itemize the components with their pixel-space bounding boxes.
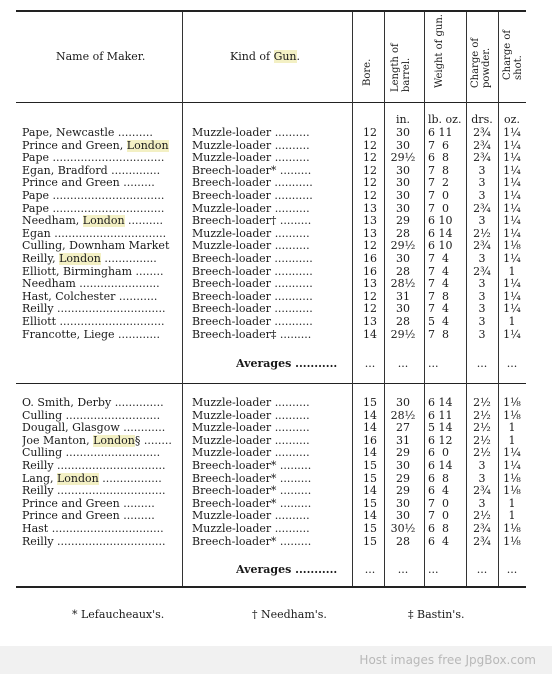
maker-text: Lang,: [22, 472, 57, 485]
cell-powder: 3: [478, 190, 486, 202]
cell-kind: Muzzle-loader ..........: [192, 152, 310, 165]
cell-bore: 14: [363, 409, 377, 422]
cell-bore: 12: [363, 303, 377, 316]
cell-length: 28: [396, 265, 410, 278]
cell-kind: Breech-loader* .........: [192, 472, 312, 485]
cell-length: 27: [396, 422, 410, 435]
cell-weight: 7 8: [428, 164, 449, 177]
cell-powder: 3: [478, 497, 486, 510]
cell-shot: 1¼: [503, 152, 521, 165]
cell-bore: 14: [363, 328, 377, 341]
cell-length: 31: [396, 290, 410, 303]
averages-label: Averages ...........: [236, 564, 338, 576]
cell-bore: 12: [363, 290, 377, 303]
cell-shot: 1¼: [503, 278, 521, 291]
cell-maker: Culling, Downham Market: [22, 240, 170, 253]
cell-bore: 12: [363, 164, 377, 177]
cell-weight: 6 8: [428, 472, 449, 485]
cell-bore: 15: [363, 460, 377, 472]
cell-maker: [22, 253, 182, 266]
unit-powder: drs.: [471, 114, 493, 126]
cell-kind: Breech-loader* .........: [192, 485, 312, 498]
table-row: [0, 291, 552, 304]
header-length: Length of barrel.: [390, 43, 412, 92]
cell-bore: 16: [363, 434, 377, 447]
header-kind: [230, 50, 300, 63]
cell-length: 30: [396, 139, 410, 152]
table-row: [0, 485, 552, 498]
cell-weight: 6 14: [428, 227, 453, 240]
cell-length: 30: [396, 202, 410, 215]
avg-dots: ...: [397, 564, 409, 576]
cell-maker: Pape ................................: [22, 190, 165, 202]
cell-length: 30: [396, 510, 410, 523]
cell-bore: 13: [363, 215, 377, 228]
avg-dots: ...: [506, 358, 518, 370]
avg-dots: ...: [397, 358, 409, 370]
cell-bore: 12: [363, 152, 377, 165]
cell-shot: 1⅛: [503, 523, 521, 535]
cell-maker: O. Smith, Derby ..............: [22, 397, 164, 409]
header-kind-prefix: Kind of: [230, 50, 274, 63]
footnote-lefaucheaux: * Lefaucheaux's.: [72, 608, 165, 621]
cell-kind: Muzzle-loader ..........: [192, 447, 310, 460]
cell-powder: 3: [478, 472, 486, 485]
table-row: [0, 473, 552, 486]
cell-powder: 3: [478, 328, 486, 341]
cell-powder: 3: [478, 215, 486, 228]
cell-bore: 13: [363, 227, 377, 240]
cell-kind: Breech-loader* .........: [192, 460, 312, 472]
cell-powder: 2¾: [473, 127, 491, 139]
cell-bore: 12: [363, 240, 377, 253]
cell-weight: 6 14: [428, 460, 453, 472]
cell-weight: 6 10: [428, 215, 453, 228]
maker-suffix: § ........: [134, 434, 172, 447]
cell-weight: 7 2: [428, 177, 449, 190]
avg-dots: ...: [506, 564, 518, 576]
maker-suffix: ..........: [124, 215, 163, 228]
cell-weight: 6 8: [428, 152, 449, 165]
maker-text: Reilly,: [22, 253, 60, 265]
cell-bore: 12: [363, 177, 377, 190]
cell-weight: 7 0: [428, 497, 449, 510]
table-row: [0, 422, 552, 435]
cell-kind: Breech-loader* .........: [192, 164, 312, 177]
cell-length: 29½: [390, 328, 416, 341]
cell-shot: 1¼: [503, 447, 521, 460]
cell-maker: Hast ................................: [22, 523, 164, 535]
cell-shot: 1: [508, 422, 516, 435]
cell-maker: Prince and Green .........: [22, 497, 155, 510]
maker-highlight: London: [126, 139, 169, 152]
header-kind-suffix: .: [296, 50, 301, 63]
cell-maker: Culling ...........................: [22, 409, 161, 422]
cell-kind: Muzzle-loader ..........: [192, 202, 310, 215]
cell-length: 30: [396, 190, 410, 202]
table-row: [0, 140, 552, 153]
cell-bore: 13: [363, 202, 377, 215]
cell-bore: 13: [363, 316, 377, 328]
cell-weight: 5 4: [428, 316, 449, 328]
header-maker: Name of Maker.: [56, 50, 146, 63]
cell-maker: Elliott, Birmingham ........: [22, 265, 164, 278]
cell-maker: Needham .......................: [22, 278, 160, 291]
cell-shot: 1: [508, 265, 516, 278]
cell-bore: 14: [363, 447, 377, 460]
header-shot: Charge of shot.: [502, 29, 524, 80]
cell-shot: 1⅛: [503, 485, 521, 498]
cell-kind: Muzzle-loader ..........: [192, 523, 310, 535]
cell-bore: 15: [363, 397, 377, 409]
cell-powder: 3: [478, 278, 486, 291]
cell-powder: 3: [478, 316, 486, 328]
cell-kind: Muzzle-loader ..........: [192, 227, 310, 240]
table-row: [0, 190, 552, 203]
cell-maker: Francotte, Liege ............: [22, 328, 160, 341]
cell-maker: Culling ...........................: [22, 447, 161, 460]
cell-powder: 3: [478, 290, 486, 303]
cell-kind: Breech-loader ...........: [192, 290, 313, 303]
cell-shot: 1: [508, 497, 516, 510]
cell-maker: [22, 435, 182, 448]
cell-shot: 1¼: [503, 127, 521, 139]
cell-powder: 2½: [473, 510, 491, 523]
cell-length: 29: [396, 447, 410, 460]
cell-bore: 15: [363, 472, 377, 485]
table-row: [0, 278, 552, 291]
unit-weight: lb. oz.: [428, 114, 462, 126]
cell-weight: 7 8: [428, 290, 449, 303]
cell-shot: 1⅛: [503, 472, 521, 485]
cell-powder: 3: [478, 303, 486, 316]
table-row: [0, 127, 552, 140]
cell-shot: 1⅛: [503, 240, 521, 253]
units-row: [0, 114, 552, 127]
cell-weight: 5 14: [428, 422, 453, 435]
cell-shot: 1⅛: [503, 397, 521, 409]
cell-powder: 3: [478, 253, 486, 265]
cell-length: 28½: [390, 278, 416, 291]
maker-highlight: London: [59, 253, 101, 265]
header-kind-highlight: Gun: [273, 50, 297, 63]
table-row: [0, 523, 552, 536]
cell-maker: [22, 215, 182, 228]
cell-length: 29: [396, 472, 410, 485]
cell-kind: Muzzle-loader ..........: [192, 127, 310, 139]
cell-bore: 14: [363, 510, 377, 523]
cell-powder: 2¾: [473, 535, 491, 548]
avg-dots: ...: [428, 358, 439, 370]
cell-weight: 7 8: [428, 328, 449, 341]
cell-shot: 1: [508, 510, 516, 523]
table-row: [0, 152, 552, 165]
cell-maker: Reilly ...............................: [22, 485, 166, 498]
cell-bore: 16: [363, 265, 377, 278]
cell-shot: 1¼: [503, 303, 521, 316]
cell-bore: 16: [363, 253, 377, 265]
cell-length: 30: [396, 253, 410, 265]
cell-bore: 12: [363, 190, 377, 202]
unit-length: in.: [395, 114, 411, 126]
cell-powder: 2½: [473, 447, 491, 460]
cell-maker: Egan, Bradford ..............: [22, 164, 161, 177]
table-row: [0, 266, 552, 279]
table-row: [0, 447, 552, 460]
cell-kind: Breech-loader* .........: [192, 497, 312, 510]
cell-powder: 3: [478, 460, 486, 472]
header-weight: Weight of gun.: [434, 14, 445, 88]
cell-kind: Breech-loader‡ .........: [192, 328, 312, 341]
cell-kind: Muzzle-loader ..........: [192, 434, 310, 447]
cell-powder: 2¾: [473, 139, 491, 152]
cell-weight: 7 4: [428, 265, 449, 278]
maker-text: Joe Manton,: [22, 434, 94, 447]
cell-shot: 1¼: [503, 290, 521, 303]
cell-length: 30: [396, 127, 410, 139]
cell-shot: 1¼: [503, 190, 521, 202]
table-row: [0, 410, 552, 423]
cell-shot: 1¼: [503, 460, 521, 472]
cell-shot: 1¼: [503, 253, 521, 265]
table-row: [0, 460, 552, 473]
cell-kind: Breech-loader ...........: [192, 265, 313, 278]
cell-weight: 7 4: [428, 303, 449, 316]
cell-weight: 7 0: [428, 190, 449, 202]
cell-shot: 1¼: [503, 164, 521, 177]
cell-powder: 2¾: [473, 202, 491, 215]
cell-powder: 2¾: [473, 265, 491, 278]
cell-powder: 2¾: [473, 152, 491, 165]
avg-dots: ...: [428, 564, 439, 576]
cell-bore: 15: [363, 523, 377, 535]
maker-suffix: .................: [98, 472, 162, 485]
avg-dots: ...: [476, 358, 488, 370]
footnote-needham: † Needham's.: [252, 608, 327, 621]
cell-weight: 7 4: [428, 278, 449, 291]
maker-text: Prince and Green,: [22, 139, 127, 152]
cell-length: 28: [396, 227, 410, 240]
cell-bore: 14: [363, 485, 377, 498]
cell-kind: Breech-loader ...........: [192, 316, 313, 328]
maker-text: Needham,: [22, 215, 83, 228]
table-row: [0, 177, 552, 190]
cell-length: 29½: [390, 240, 416, 253]
table-row: [0, 510, 552, 523]
header-rule: [16, 102, 526, 103]
cell-powder: 2½: [473, 409, 491, 422]
avg-dots: ...: [476, 564, 488, 576]
cell-weight: 7 6: [428, 139, 449, 152]
cell-kind: Breech-loader ...........: [192, 278, 313, 291]
cell-maker: Dougall, Glasgow ............: [22, 422, 166, 435]
cell-length: 30: [396, 497, 410, 510]
table-row: [0, 536, 552, 549]
unit-shot: oz.: [504, 114, 520, 126]
cell-shot: 1¼: [503, 202, 521, 215]
cell-bore: 12: [363, 127, 377, 139]
cell-powder: 2½: [473, 227, 491, 240]
cell-powder: 2½: [473, 397, 491, 409]
cell-length: 30: [396, 303, 410, 316]
cell-shot: 1¼: [503, 328, 521, 341]
table-row: [0, 165, 552, 178]
cell-maker: Hast, Colchester ...........: [22, 290, 158, 303]
group-separator-rule: [16, 383, 526, 384]
cell-length: 28½: [390, 409, 416, 422]
table-row: [0, 228, 552, 241]
cell-maker: Reilly ...............................: [22, 303, 166, 316]
watermark-text: Host images free JpgBox.com: [359, 653, 536, 667]
cell-maker: [22, 140, 182, 153]
header-bore: Bore.: [362, 58, 373, 86]
cell-maker: Pape, Newcastle ..........: [22, 127, 153, 139]
maker-highlight: London: [93, 434, 135, 447]
cell-bore: 12: [363, 139, 377, 152]
cell-bore: 15: [363, 497, 377, 510]
cell-powder: 2¾: [473, 240, 491, 253]
table-row: [0, 303, 552, 316]
cell-length: 31: [396, 434, 410, 447]
averages-row-2: [0, 564, 552, 577]
table-row: [0, 253, 552, 266]
cell-maker: Reilly ...............................: [22, 460, 166, 472]
cell-kind: Muzzle-loader ..........: [192, 397, 310, 409]
top-rule: [16, 10, 526, 12]
cell-kind: Breech-loader* .........: [192, 535, 312, 548]
cell-length: 28: [396, 535, 410, 548]
cell-bore: 15: [363, 535, 377, 548]
cell-shot: 1: [508, 434, 516, 447]
averages-row-1: [0, 358, 552, 371]
cell-powder: 2½: [473, 422, 491, 435]
cell-weight: 6 10: [428, 240, 453, 253]
cell-maker: [22, 473, 182, 486]
table-row: [0, 435, 552, 448]
table-row: [0, 215, 552, 228]
cell-kind: Muzzle-loader ..........: [192, 422, 310, 435]
cell-length: 30: [396, 164, 410, 177]
cell-weight: 6 4: [428, 485, 449, 498]
cell-weight: 6 8: [428, 523, 449, 535]
cell-kind: Breech-loader ...........: [192, 177, 313, 190]
cell-length: 30: [396, 460, 410, 472]
cell-length: 30: [396, 177, 410, 190]
cell-kind: Muzzle-loader ..........: [192, 240, 310, 253]
cell-kind: Muzzle-loader ..........: [192, 409, 310, 422]
cell-weight: 7 0: [428, 202, 449, 215]
table-row: [0, 316, 552, 329]
cell-shot: 1¼: [503, 227, 521, 240]
cell-kind: Muzzle-loader ..........: [192, 139, 310, 152]
table-row: [0, 240, 552, 253]
cell-shot: 1⅛: [503, 535, 521, 548]
cell-kind: Breech-loader ...........: [192, 303, 313, 316]
bottom-rule: [16, 586, 526, 588]
watermark-bar: [0, 646, 552, 674]
cell-weight: 6 11: [428, 409, 453, 422]
cell-weight: 7 0: [428, 510, 449, 523]
cell-kind: Muzzle-loader ..........: [192, 510, 310, 523]
maker-highlight: London: [82, 215, 125, 228]
cell-shot: 1¼: [503, 215, 521, 228]
header-powder: Charge of powder.: [470, 37, 492, 88]
cell-weight: 6 12: [428, 434, 453, 447]
footnote-bastin: ‡ Bastin's.: [408, 608, 465, 621]
table-row: [0, 203, 552, 216]
table-row: [0, 397, 552, 410]
cell-powder: 2¾: [473, 485, 491, 498]
cell-maker: Prince and Green .........: [22, 177, 155, 190]
cell-powder: 3: [478, 177, 486, 190]
cell-length: 30½: [390, 523, 416, 535]
cell-shot: 1⅛: [503, 409, 521, 422]
table-row: [0, 329, 552, 342]
maker-suffix: ...............: [100, 253, 157, 265]
avg-dots: ...: [364, 564, 376, 576]
cell-shot: 1¼: [503, 177, 521, 190]
cell-maker: Elliott ..............................: [22, 316, 165, 328]
cell-weight: 6 14: [428, 397, 453, 409]
cell-powder: 2¾: [473, 523, 491, 535]
cell-weight: 6 4: [428, 535, 449, 548]
cell-maker: Pape ................................: [22, 202, 165, 215]
cell-kind: Breech-loader† .........: [192, 215, 312, 228]
cell-bore: 14: [363, 422, 377, 435]
cell-maker: Egan ................................: [22, 227, 167, 240]
avg-dots: ...: [364, 358, 376, 370]
averages-label: Averages ...........: [236, 358, 338, 370]
table-row: [0, 498, 552, 511]
cell-weight: 6 0: [428, 447, 449, 460]
cell-bore: 13: [363, 278, 377, 291]
cell-maker: Prince and Green .........: [22, 510, 155, 523]
cell-maker: Reilly ...............................: [22, 535, 166, 548]
cell-length: 29½: [390, 152, 416, 165]
maker-highlight: London: [56, 472, 99, 485]
cell-powder: 2½: [473, 434, 491, 447]
cell-shot: 1¼: [503, 139, 521, 152]
cell-length: 29: [396, 215, 410, 228]
cell-weight: 7 4: [428, 253, 449, 265]
cell-kind: Breech-loader ...........: [192, 253, 313, 265]
cell-maker: Pape ................................: [22, 152, 165, 165]
cell-kind: Breech-loader ...........: [192, 190, 313, 202]
cell-powder: 3: [478, 164, 486, 177]
cell-shot: 1: [508, 316, 516, 328]
cell-length: 30: [396, 397, 410, 409]
cell-length: 28: [396, 316, 410, 328]
cell-length: 29: [396, 485, 410, 498]
cell-weight: 6 11: [428, 127, 453, 139]
